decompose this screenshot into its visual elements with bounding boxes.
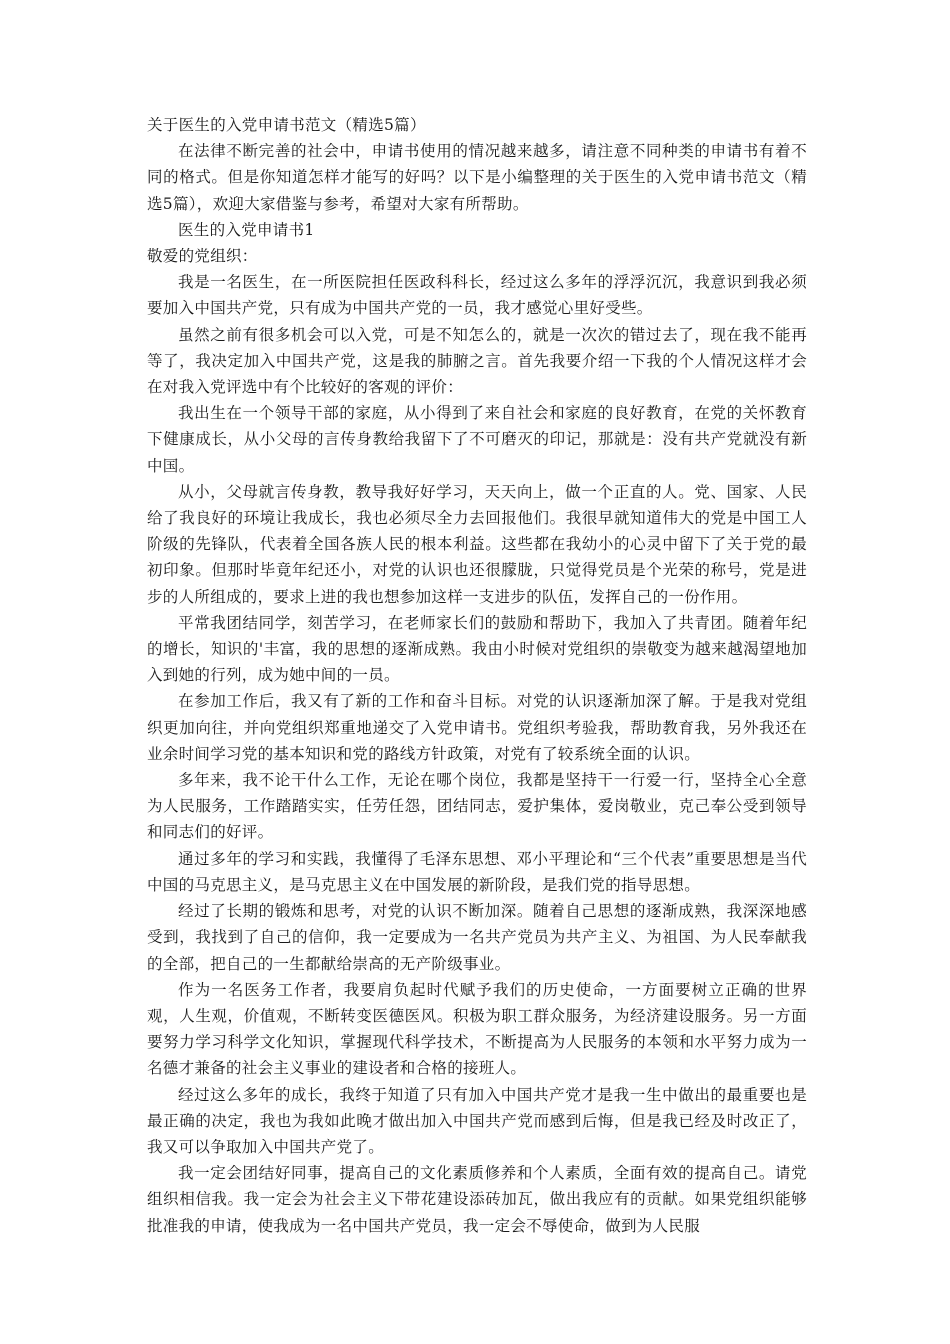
body-paragraph: 我是一名医生，在一所医院担任医政科科长，经过这么多年的浮浮沉沉，我意识到我必须要加入中国共产党，只有成为中国共产党的一员，我才感觉心里好受些。	[147, 273, 807, 318]
body-paragraph: 在参加工作后，我又有了新的工作和奋斗目标。对党的认识逐渐加深了解。于是我对党组织更加向往，并向党组织郑重地递交了入党申请书。党组织考验我，帮助教育我，另外我还在业余时间学习党的基本知识和党的路线方针政策，对党有了较系统全面的认识。	[147, 692, 807, 763]
body-paragraph: 作为一名医务工作者，我要肩负起时代赋予我们的历史使命，一方面要树立正确的世界观，人生观，价值观，不断转变医德医风。积极为职工群众服务，为经济建设服务。另一方面要努力学习科学文化知识，掌握现代科学技术，不断提高为人民服务的本领和水平努力成为一名德才兼备的社会主义事业的建设者和合格的接班人。	[147, 980, 807, 1078]
body-paragraph: 多年来，我不论干什么工作，无论在哪个岗位，我都是坚持干一行爱一行，坚持全心全意为人民服务，工作踏踏实实，任劳任怨，团结同志，爱护集体，爱岗敬业，克己奉公受到领导和同志们的好评。	[147, 771, 807, 842]
document-page	[147, 112, 807, 1239]
salutation: 敬爱的党组织：	[147, 247, 258, 266]
body-paragraph: 通过多年的学习和实践，我懂得了毛泽东思想、邓小平理论和“三个代表”重要思想是当代中国的马克思主义，是马克思主义在中国发展的新阶段，是我们党的指导思想。	[147, 849, 807, 894]
body-paragraph: 我一定会团结好同事，提高自己的文化素质修养和个人素质，全面有效的提高自己。请党组织相信我。我一定会为社会主义下带花建设添砖加瓦，做出我应有的贡献。如果党组织能够批准我的申请，使我成为一名中国共产党员，我一定会不辱使命，做到为人民服	[147, 1164, 807, 1235]
body-paragraph: 我出生在一个领导干部的家庭，从小得到了来自社会和家庭的良好教育，在党的关怀教育下健康成长，从小父母的言传身教给我留下了不可磨灭的印记，那就是：没有共产党就没有新中国。	[147, 404, 807, 475]
body-paragraph: 从小，父母就言传身教，教导我好好学习，天天向上，做一个正直的人。党、国家、人民给了我良好的环境让我成长，我也必须尽全力去回报他们。我很早就知道伟大的党是中国工人阶级的先锋队，代表着全国各族人民的根本利益。这些都在我幼小的心灵中留下了关于党的最初印象。但那时毕竟年纪还小，对党的认识也还很朦胧，只觉得党员是个光荣的称号，党是进步的人所组成的，要求上进的我也想参加这样一支进步的队伍，发挥自己的一份作用。	[147, 482, 807, 606]
body-paragraph: 平常我团结同学，刻苦学习，在老师家长们的鼓励和帮助下，我加入了共青团。随着年纪的增长，知识的'丰富，我的思想的逐渐成熟。我由小时候对党组织的崇敬变为越来越渴望地加入到她的行列，成为她中间的一员。	[147, 613, 807, 685]
document-title: 关于医生的入党申请书范文（精选5篇）	[147, 116, 426, 134]
body-paragraph: 经过这么多年的成长，我终于知道了只有加入中国共产党才是我一生中做出的最重要也是最正确的决定，我也为我如此晚才做出加入中国共产党而感到后悔，但是我已经及时改正了，我又可以争取加入中国共产党了。	[147, 1085, 807, 1156]
body-paragraph: 经过了长期的锻炼和思考，对党的认识不断加深。随着自己思想的逐渐成熟，我深深地感受到，我找到了自己的信仰，我一定要成为一名共产党员为共产主义、为祖国、为人民奉献我的全部，把自己的一生都献给崇高的无产阶级事业。	[147, 902, 807, 973]
section-heading: 医生的入党申请书1	[178, 220, 315, 239]
intro-paragraph: 在法律不断完善的社会中，申请书使用的情况越来越多，请注意不同种类的申请书有着不同的格式。但是你知道怎样才能写的好吗？以下是小编整理的关于医生的入党申请书范文（精选5篇），欢迎大家借鉴与参考，希望对大家有所帮助。	[147, 142, 807, 213]
body-paragraph: 虽然之前有很多机会可以入党，可是不知怎么的，就是一次次的错过去了，现在我不能再等了，我决定加入中国共产党，这是我的肺腑之言。首先我要介绍一下我的个人情况这样才会在对我入党评选中有个比较好的客观的评价：	[147, 325, 807, 397]
